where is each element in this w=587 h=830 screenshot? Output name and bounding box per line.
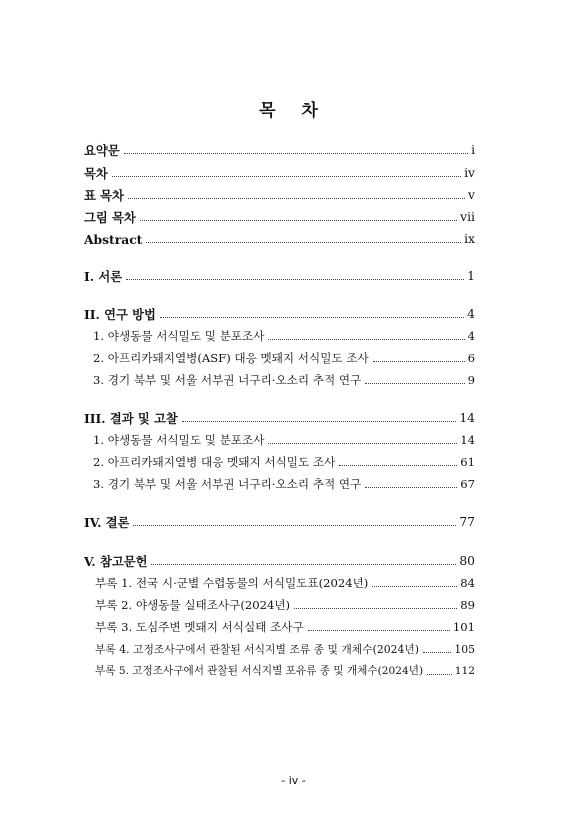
- toc-page-number: 77: [459, 515, 475, 529]
- toc-entry-list-of-figures[interactable]: [84, 205, 475, 225]
- dot-leader: [268, 339, 464, 340]
- dot-leader: [308, 630, 450, 631]
- toc-page-number: v: [468, 188, 475, 202]
- dot-leader: [124, 153, 468, 154]
- toc-section-label: 3. 경기 북부 및 서울 서부권 너구리·오소리 추적 연구: [93, 373, 362, 387]
- toc-chapter-1[interactable]: [84, 264, 475, 284]
- dot-leader: [294, 608, 457, 609]
- toc-page-number: 14: [460, 433, 475, 447]
- toc-chapter-label: IV. 결론: [84, 515, 130, 530]
- toc-page-number: 61: [460, 455, 475, 469]
- toc-section-3-1[interactable]: [84, 428, 475, 448]
- toc-chapter-label: II. 연구 방법: [84, 307, 156, 322]
- toc-page-number: 105: [454, 643, 475, 656]
- dot-leader: [365, 383, 464, 384]
- toc-page-number: 101: [452, 620, 475, 634]
- toc-section-label: 2. 아프리카돼지열병(ASF) 대응 멧돼지 서식밀도 조사: [93, 351, 369, 365]
- toc-page-number: 84: [460, 576, 475, 590]
- toc-chapter-3[interactable]: [84, 406, 475, 426]
- toc-page-number: 1: [467, 269, 475, 283]
- toc-section-label: 3. 경기 북부 및 서울 서부권 너구리·오소리 추적 연구: [93, 477, 362, 491]
- toc-entry-summary[interactable]: [84, 138, 475, 158]
- toc-page-number: 4: [467, 307, 475, 321]
- dot-leader: [372, 586, 457, 587]
- toc-entry-label: Abstract: [84, 232, 143, 247]
- dot-leader: [146, 242, 461, 243]
- toc-section-label: 1. 야생동물 서식밀도 및 분포조사: [93, 433, 265, 447]
- dot-leader: [151, 564, 456, 565]
- toc-page-number: 4: [467, 329, 475, 343]
- toc-appendix-3[interactable]: [84, 615, 475, 635]
- page-title: 목 차: [259, 101, 328, 121]
- toc-page-number: 14: [459, 411, 475, 425]
- toc-appendix-label: 부록 2. 야생동물 실태조사구(2024년): [95, 598, 291, 612]
- toc-page-number: 6: [467, 351, 475, 365]
- page-number-footer: - iv -: [281, 774, 306, 787]
- toc-page-number: vii: [460, 210, 475, 224]
- dot-leader: [182, 421, 457, 422]
- toc-chapter-2[interactable]: [84, 302, 475, 322]
- toc-appendix-4[interactable]: [84, 637, 475, 657]
- toc-page-number: 112: [454, 665, 475, 677]
- toc-section-label: 1. 야생동물 서식밀도 및 분포조사: [93, 329, 265, 343]
- toc-entry-label: 표 목차: [84, 188, 124, 203]
- toc-section-3-3[interactable]: [84, 472, 475, 492]
- toc-page-number: i: [471, 143, 475, 157]
- toc-appendix-2[interactable]: [84, 593, 475, 613]
- toc-appendix-1[interactable]: [84, 571, 475, 591]
- toc-section-label: 2. 아프리카돼지열병 대응 멧돼지 서식밀도 조사: [93, 455, 336, 469]
- toc-entry-label: 그림 목차: [84, 210, 136, 225]
- toc-entry-abstract[interactable]: [84, 227, 475, 247]
- toc-chapter-4[interactable]: [84, 510, 475, 530]
- toc-entry-label: 목차: [84, 166, 108, 181]
- dot-leader: [112, 176, 461, 177]
- toc-appendix-label: 부록 4. 고정조사구에서 관찰된 서식지별 조류 종 및 개체수(2024년): [95, 643, 419, 656]
- dot-leader: [160, 317, 464, 318]
- toc-page-number: 9: [467, 373, 475, 387]
- dot-leader: [133, 525, 456, 526]
- dot-leader: [126, 279, 464, 280]
- dot-leader: [140, 220, 457, 221]
- dot-leader: [268, 443, 457, 444]
- toc-appendix-label: 부록 1. 전국 시·군별 수렵동물의 서식밀도표(2024년): [95, 576, 369, 590]
- toc-entry-label: 요약문: [84, 143, 120, 158]
- toc-page-number: iv: [464, 166, 475, 180]
- toc-section-2-3[interactable]: [84, 368, 475, 388]
- toc-page-number: ix: [464, 232, 475, 246]
- toc-section-2-1[interactable]: [84, 324, 475, 344]
- toc-section-3-2[interactable]: [84, 450, 475, 470]
- toc-section-2-2[interactable]: [84, 346, 475, 366]
- dot-leader: [427, 674, 452, 675]
- toc-chapter-label: V. 참고문헌: [84, 554, 148, 569]
- toc-appendix-label: 부록 3. 도심주변 멧돼지 서식실태 조사구: [95, 620, 304, 634]
- toc-chapter-5[interactable]: [84, 549, 475, 569]
- toc-entry-list-of-tables[interactable]: [84, 183, 475, 203]
- dot-leader: [128, 198, 465, 199]
- toc-appendix-5[interactable]: [84, 659, 475, 679]
- toc-appendix-label: 부록 5. 고정조사구에서 관찰된 서식지별 포유류 종 및 개체수(2024년): [95, 665, 424, 677]
- dot-leader: [423, 652, 451, 653]
- toc-page-number: 67: [460, 477, 475, 491]
- toc-entry-contents[interactable]: [84, 161, 475, 181]
- dot-leader: [365, 487, 457, 488]
- dot-leader: [339, 465, 457, 466]
- toc-chapter-label: III. 결과 및 고찰: [84, 411, 178, 426]
- toc-chapter-label: I. 서론: [84, 269, 123, 284]
- toc-page-number: 89: [460, 598, 475, 612]
- dot-leader: [373, 361, 465, 362]
- toc-page-number: 80: [459, 554, 475, 568]
